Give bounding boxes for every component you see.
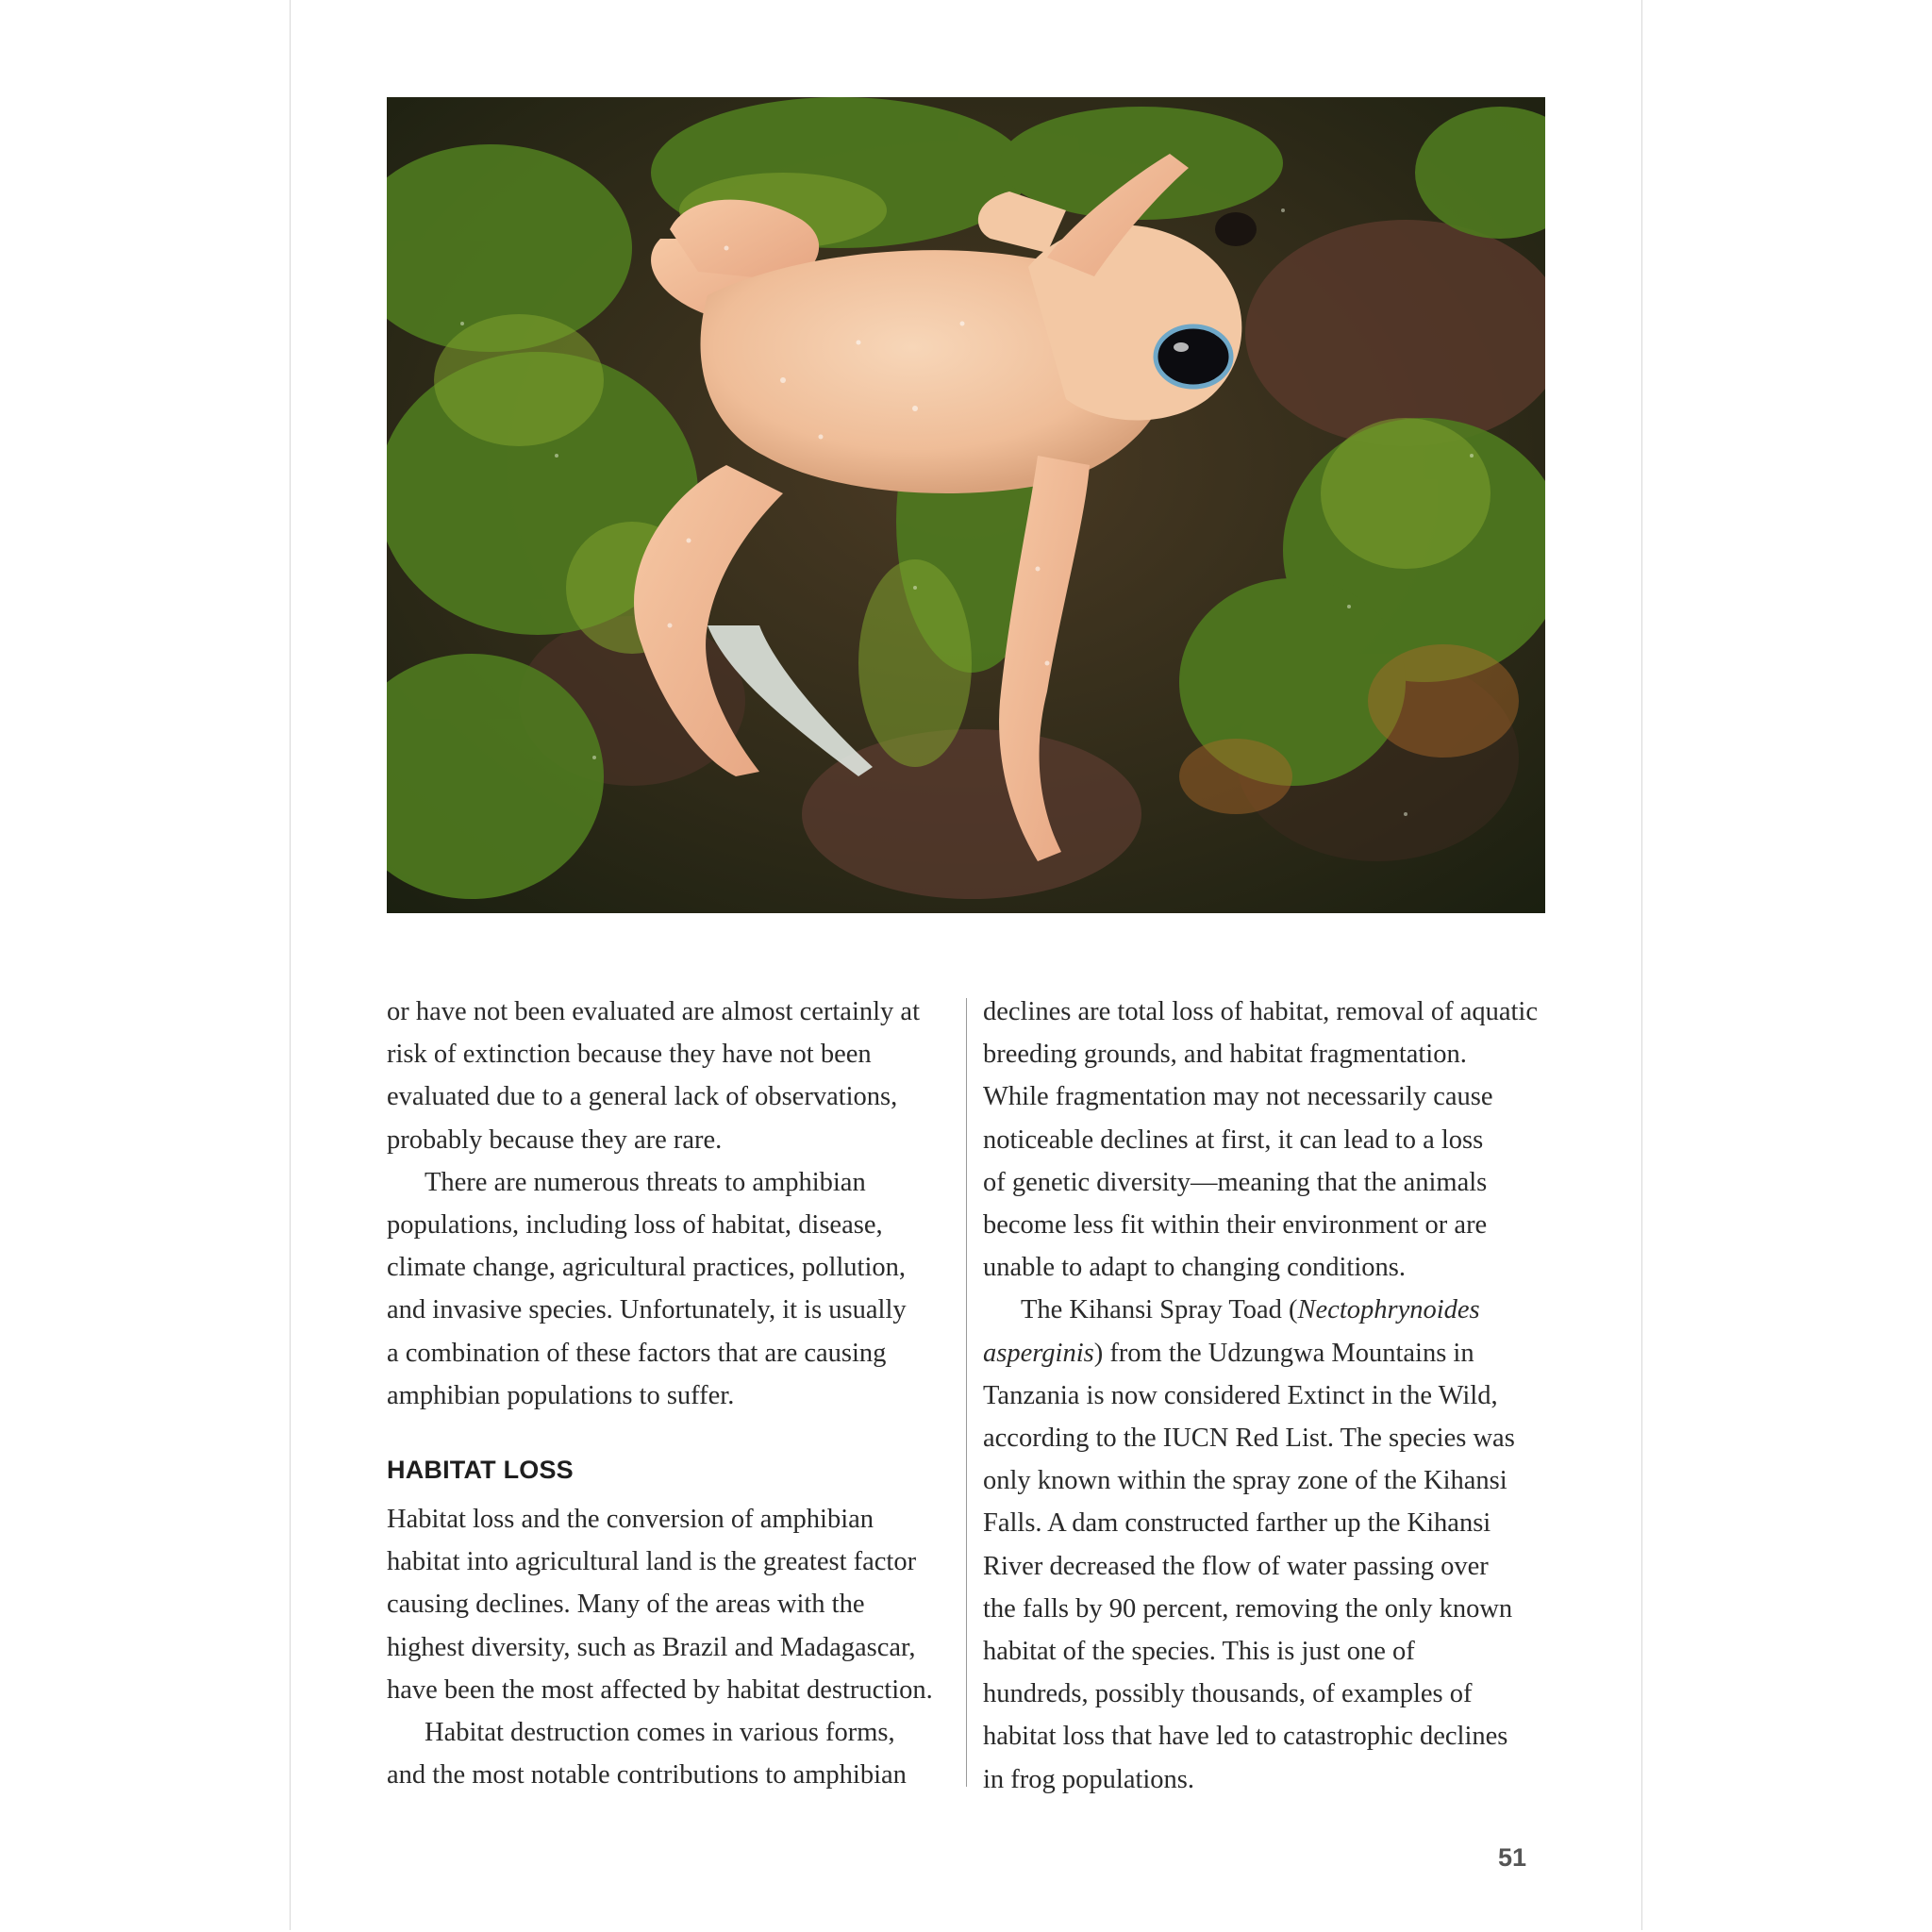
left-paragraph-1 [387, 991, 953, 1161]
frog-photo-illustration [387, 97, 1545, 913]
text-line: highest diversity, such as Brazil and Madagascar, [387, 1632, 916, 1662]
text-line: the falls by 90 percent, removing the only known [983, 1593, 1513, 1624]
text-line: habitat of the species. This is just one of [983, 1637, 1415, 1667]
text-line: habitat into agricultural land is the greatest factor [387, 1547, 917, 1577]
text-line: causing declines. Many of the areas with the [387, 1590, 865, 1620]
text-line: a combination of these factors that are causing [387, 1338, 887, 1368]
left-paragraph-2 [387, 1161, 953, 1417]
column-divider [966, 998, 967, 1787]
text-line: While fragmentation may not necessarily cause [983, 1082, 1493, 1112]
text-line: declines are total loss of habitat, removal of aquatic [983, 997, 1538, 1026]
text-line: amphibian populations to suffer. [387, 1380, 735, 1410]
page-number: 51 [1498, 1843, 1527, 1872]
text-line: unable to adapt to changing conditions. [983, 1253, 1406, 1283]
text-line [983, 1289, 1549, 1331]
text-line: only known within the spray zone of the Kihansi [983, 1466, 1507, 1496]
text-span: ) from the Udzungwa Mountains in [1093, 1338, 1474, 1368]
text-line: evaluated due to a general lack of observations, [387, 1082, 898, 1112]
left-column [387, 991, 953, 1796]
text-line: River decreased the flow of water passing over [983, 1551, 1489, 1581]
text-line: hundreds, possibly thousands, of examples of [983, 1679, 1473, 1709]
text-line [983, 1332, 1549, 1374]
text-line: probably because they are rare. [387, 1124, 723, 1155]
book-page [290, 0, 1642, 1930]
left-paragraph-3 [387, 1498, 953, 1711]
species-epithet-name: asperginis [983, 1338, 1094, 1368]
text-span: The Kihansi Spray Toad ( [1021, 1295, 1298, 1325]
right-paragraph-2 [983, 1289, 1549, 1800]
text-line: have been the most affected by habitat destruction. [387, 1674, 933, 1705]
text-line: become less fit within their environment or are [983, 1210, 1488, 1241]
right-column [983, 991, 1549, 1801]
text-line: risk of extinction because they have not been [387, 1040, 872, 1070]
frog-photo [387, 97, 1545, 913]
text-line: and the most notable contributions to amphibian [387, 1760, 907, 1790]
text-line: and invasive species. Unfortunately, it is usually [387, 1295, 907, 1325]
text-line: of genetic diversity—meaning that the animals [983, 1167, 1488, 1197]
text-line: according to the IUCN Red List. The species was [983, 1424, 1515, 1454]
right-paragraph-1 [983, 991, 1549, 1289]
section-heading: HABITAT LOSS [387, 1456, 574, 1485]
text-line: breeding grounds, and habitat fragmentation. [983, 1040, 1467, 1070]
text-line: climate change, agricultural practices, pollution, [387, 1253, 906, 1283]
text-line: Tanzania is now considered Extinct in the Wild, [983, 1380, 1498, 1410]
text-line: Habitat loss and the conversion of amphibian [387, 1505, 874, 1535]
text-line: or have not been evaluated are almost certainly at [387, 997, 920, 1026]
text-line: Falls. A dam constructed farther up the Kihansi [983, 1508, 1491, 1539]
species-genus-name: Nectophrynoides [1297, 1295, 1480, 1325]
text-line: populations, including loss of habitat, disease, [387, 1210, 883, 1241]
text-line: There are numerous threats to amphibian [425, 1167, 866, 1197]
text-line: noticeable declines at first, it can lead to a loss [983, 1124, 1484, 1155]
text-line: in frog populations. [983, 1764, 1195, 1794]
text-line: habitat loss that have led to catastrophic declines [983, 1722, 1508, 1752]
text-line: Habitat destruction comes in various forms, [425, 1718, 895, 1748]
left-paragraph-4 [387, 1711, 953, 1796]
